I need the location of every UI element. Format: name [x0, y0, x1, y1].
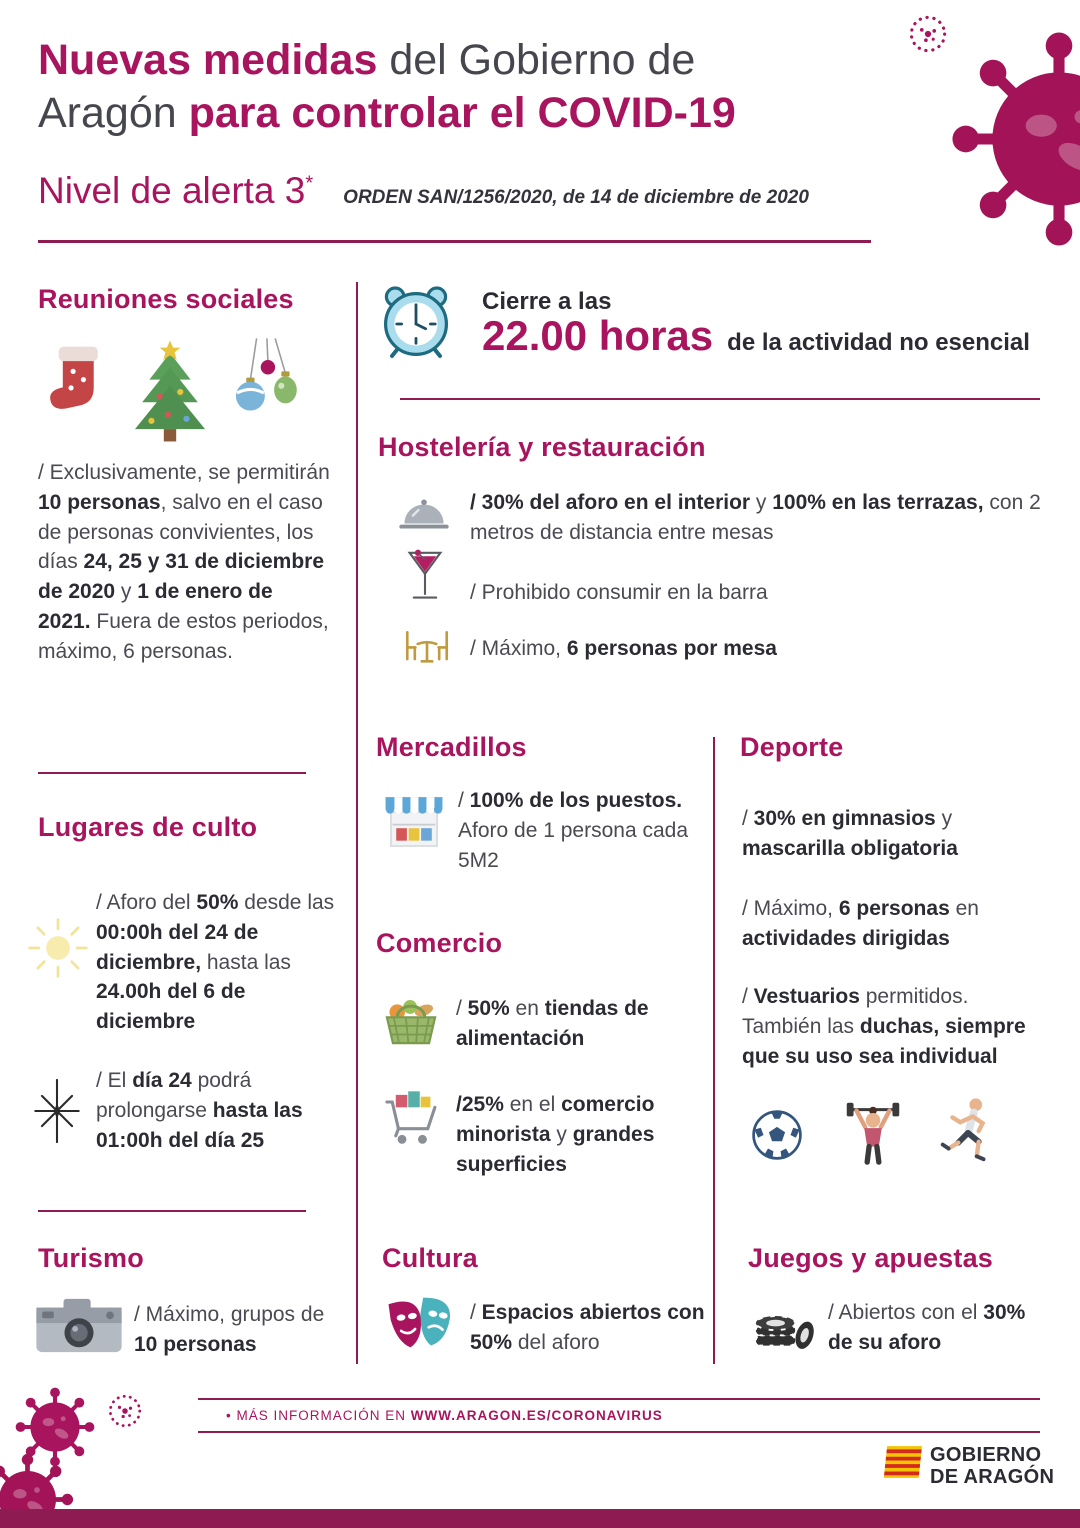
section-title-turismo: Turismo [38, 1243, 144, 1273]
shopping-cart-icon [378, 1086, 442, 1150]
aragon-flag-icon [884, 1446, 922, 1478]
footer-divider-bottom [198, 1431, 1040, 1433]
alert-level-row [38, 170, 809, 212]
divider-vertical [713, 737, 715, 1364]
runner-icon [938, 1096, 998, 1166]
grocery-basket-icon [380, 988, 442, 1050]
virus-dotted-icon [902, 8, 954, 60]
alert-level-text: Nivel de alerta 3 [38, 170, 306, 211]
culto-item: / Aforo del 50% desde las 00:00h del 24 de diciembre, hasta las 24.00h del 6 de diciembre [96, 891, 335, 1034]
mercadillos-text: / 100% de los puestos. Aforo de 1 persona cada 5M2 [458, 789, 688, 872]
star-sparkle-icon [24, 1078, 90, 1144]
theater-masks-icon [384, 1292, 458, 1354]
closure-row [482, 312, 1030, 360]
divider [400, 398, 1040, 400]
title-line-1: Nuevas medidas del Gobierno de [38, 36, 696, 84]
alarm-clock-icon [376, 280, 456, 360]
order-reference: ORDEN SAN/1256/2020, de 14 de diciembre de 2020 [343, 187, 809, 208]
reuniones-text: / Exclusivamente, se permitirán 10 personas, salvo en el caso de personas convivientes, los días 24, 25 y 31 de diciembre de 2020 y 1 de enero de 2021. Fuera de estos periodos, máximo, 6 personas. [38, 461, 330, 663]
serving-dish-icon [396, 492, 452, 536]
turismo-text: / Máximo, grupos de 10 personas [134, 1303, 325, 1356]
cultura-text: / Espacios abiertos con 50% del aforo [470, 1301, 705, 1354]
deporte-item: / 30% en gimnasios y mascarilla obligatoria [742, 807, 958, 860]
comercio-item: /25% en el comercio minorista y grandes superficies [456, 1093, 655, 1176]
culto-item: / El día 24 podrá prolongarse hasta las 01:00h del día 25 [96, 1069, 303, 1152]
title-line-2: Aragón para controlar el COVID-19 [38, 89, 736, 138]
section-title-comercio: Comercio [376, 928, 503, 958]
section-title-mercadillos: Mercadillos [376, 732, 527, 762]
bottom-bar [0, 1509, 1080, 1528]
hosteleria-item: / 30% del aforo en el interior y 100% en las terrazas, con 2 metros de distancia entre mesas [470, 491, 1041, 544]
section-title-cultura: Cultura [382, 1243, 478, 1273]
closure-line1: Cierre a las [482, 288, 612, 315]
weightlifter-icon [842, 1096, 904, 1166]
logo-line2: DE ARAGÓN [930, 1466, 1055, 1488]
divider [38, 1210, 306, 1212]
juegos-text: / Abiertos con el 30% de su aforo [828, 1301, 1026, 1354]
closure-line2: de la actividad no esencial [727, 329, 1030, 356]
virus-icon [948, 28, 1080, 250]
page-title [38, 34, 736, 141]
comercio-item: / 50% en tiendas de alimentación [456, 997, 649, 1050]
hosteleria-item: / Máximo, 6 personas por mesa [470, 637, 777, 660]
christmas-decorations-icon [36, 338, 304, 446]
header-divider [38, 240, 871, 243]
gobierno-aragon-logo [930, 1444, 1054, 1488]
market-stall-icon [382, 792, 446, 852]
alert-asterisk: * [305, 172, 314, 195]
virus-dotted-icon [102, 1388, 148, 1434]
section-title-juegos: Juegos y apuestas [748, 1243, 994, 1273]
deporte-item: / Vestuarios permitidos. También las duchas, siempre que su uso sea individual [742, 985, 1026, 1068]
divider-vertical [356, 282, 358, 1364]
closure-time: 22.00 horas [482, 312, 714, 359]
section-title-hosteleria: Hostelería y restauración [378, 432, 706, 462]
table-chairs-icon [398, 626, 456, 670]
cocktail-icon [404, 548, 446, 608]
divider [38, 772, 306, 774]
section-title-reuniones: Reuniones sociales [38, 284, 294, 314]
footer-divider-top [198, 1398, 1040, 1400]
camera-icon [34, 1294, 124, 1356]
alert-level [38, 170, 313, 212]
soccer-ball-icon [750, 1108, 804, 1162]
hosteleria-item: / Prohibido consumir en la barra [470, 581, 768, 604]
footer-info-text: • MÁS INFORMACIÓN EN WWW.ARAGON.ES/CORONAVIRUS [226, 1408, 663, 1423]
section-title-culto: Lugares de culto [38, 812, 258, 842]
sun-icon [26, 916, 90, 980]
deporte-item: / Máximo, 6 personas en actividades dirigidas [742, 897, 979, 950]
poker-chips-icon [752, 1294, 816, 1354]
logo-line1: GOBIERNO [930, 1444, 1042, 1466]
section-title-deporte: Deporte [740, 732, 844, 762]
